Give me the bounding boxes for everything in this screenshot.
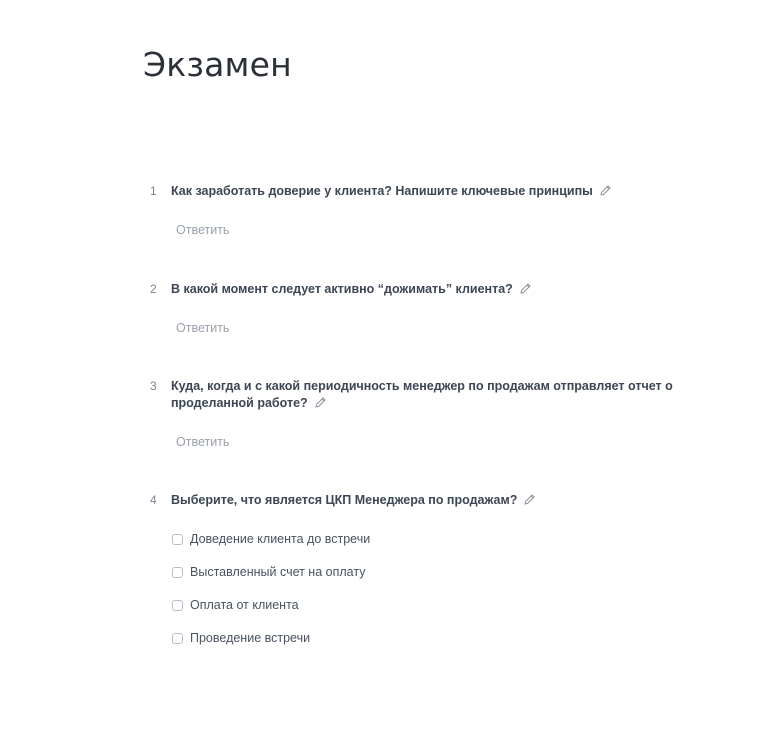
option-item[interactable] — [172, 556, 750, 589]
option-item[interactable] — [172, 589, 750, 622]
checkbox-icon[interactable] — [172, 600, 183, 611]
answer-button[interactable]: Ответить — [176, 435, 230, 449]
pencil-icon[interactable] — [523, 493, 536, 511]
option-label: Выставленный счет на оплату — [190, 565, 366, 579]
question-header — [140, 378, 750, 414]
question-text-wrapper — [171, 492, 750, 511]
question-text: Выберите, что является ЦКП Менеджера по продажам? — [171, 493, 518, 507]
option-item[interactable] — [172, 523, 750, 556]
option-label: Проведение встречи — [190, 631, 311, 645]
question-text: В какой момент следует активно “дожимать” клиента? — [171, 282, 513, 296]
question-header — [140, 281, 750, 300]
answer-button[interactable]: Ответить — [176, 223, 230, 237]
pencil-icon[interactable] — [519, 282, 532, 300]
question-number: 2 — [150, 282, 157, 296]
question-text: Как заработать доверие у клиента? Напишите ключевые принципы — [171, 184, 593, 198]
option-item[interactable] — [172, 622, 750, 655]
question-number: 1 — [150, 184, 157, 198]
question-number: 4 — [150, 493, 157, 507]
question-text-wrapper — [171, 183, 750, 202]
question-2 — [140, 281, 750, 337]
page-title: Экзамен — [143, 45, 292, 84]
checkbox-icon[interactable] — [172, 567, 183, 578]
question-text: Куда, когда и с какой периодичность менеджер по продажам отправляет отчет о проделанной работе? — [171, 379, 673, 410]
question-text-wrapper — [171, 281, 750, 300]
question-number: 3 — [150, 379, 157, 393]
answer-button[interactable]: Ответить — [176, 321, 230, 335]
checkbox-icon[interactable] — [172, 534, 183, 545]
options-list — [140, 523, 750, 655]
pencil-icon[interactable] — [599, 184, 612, 202]
question-header — [140, 183, 750, 202]
question-4 — [140, 492, 750, 655]
option-label: Доведение клиента до встречи — [190, 532, 371, 546]
question-header — [140, 492, 750, 511]
pencil-icon[interactable] — [314, 396, 327, 414]
question-1 — [140, 183, 750, 239]
option-label: Оплата от клиента — [190, 598, 299, 612]
question-3 — [140, 378, 750, 451]
question-text-wrapper — [171, 378, 750, 414]
checkbox-icon[interactable] — [172, 633, 183, 644]
